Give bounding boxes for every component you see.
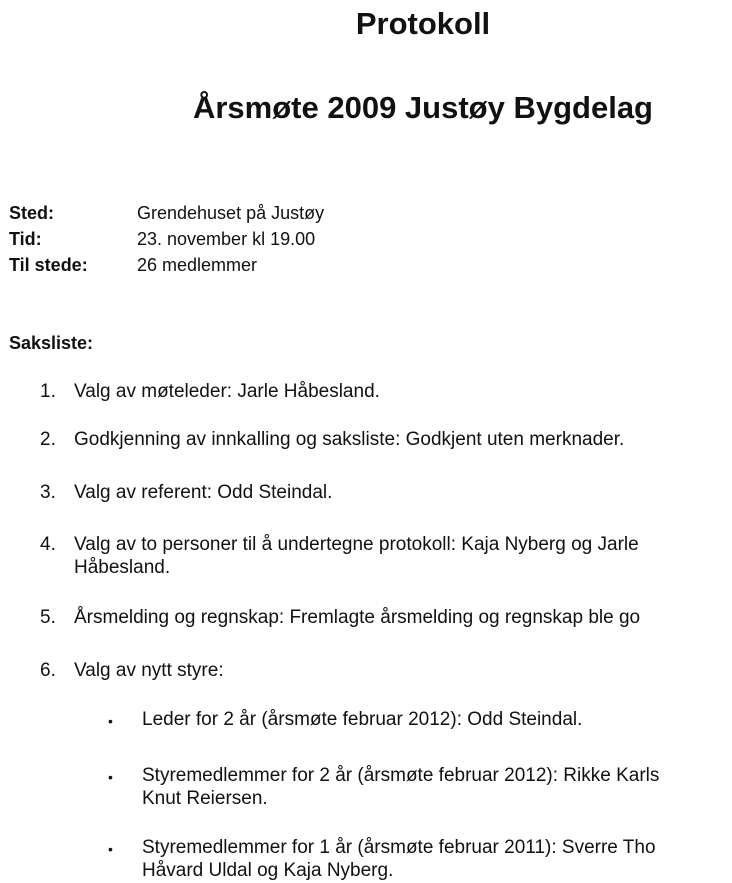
agenda-item-number: 3.: [40, 482, 56, 503]
bullet-icon: •: [108, 841, 113, 857]
agenda-item-number: 2.: [40, 429, 56, 450]
meta-time-label: Tid:: [9, 229, 42, 249]
bullet-icon: •: [108, 713, 113, 729]
bullet-icon: •: [108, 769, 113, 785]
meta-present: [9, 255, 257, 276]
agenda-item-text: Valg av referent: Odd Steindal.: [74, 482, 333, 503]
agenda-heading: Saksliste:: [9, 333, 94, 353]
agenda-item-text: Godkjenning av innkalling og saksliste: Godkjent uten merknader.: [74, 429, 625, 450]
agenda-item: [40, 380, 732, 403]
agenda-item-text: Valg av to personer til å undertegne protokoll: Kaja Nyberg og Jarle Håbesland.: [74, 534, 639, 578]
meta-place-label: Sted:: [9, 203, 54, 223]
document-title: Protokoll: [355, 6, 491, 41]
meta-present-value: 26 medlemmer: [137, 255, 258, 275]
bullet-text: Styremedlemmer for 2 år (årsmøte februar 2012): Rikke Karls Knut Reiersen.: [142, 765, 660, 809]
agenda-item-number: 1.: [40, 381, 56, 402]
agenda-item-text: Årsmelding og regnskap: Fremlagte årsmelding og regnskap ble go: [74, 607, 641, 628]
meta-place-value: Grendehuset på Justøy: [137, 203, 325, 223]
agenda-item-text: Valg av møteleder: Jarle Håbesland.: [74, 381, 380, 402]
board-member-bullet: [108, 836, 732, 882]
meta-time: [9, 229, 315, 250]
agenda-item: [40, 659, 732, 682]
bullet-text: Styremedlemmer for 1 år (årsmøte februar 2011): Sverre Tho Håvard Uldal og Kaja Nyberg.: [142, 837, 656, 881]
agenda-item-number: 6.: [40, 660, 56, 681]
agenda-item: [40, 606, 732, 629]
meta-time-value: 23. november kl 19.00: [137, 229, 316, 249]
agenda-item: [40, 428, 732, 451]
agenda-item-text: Valg av nytt styre:: [74, 660, 224, 681]
meta-present-label: Til stede:: [9, 255, 88, 275]
document-subtitle: Årsmøte 2009 Justøy Bygdelag: [192, 90, 653, 125]
board-member-bullet: [108, 708, 732, 733]
meta-place: [9, 203, 324, 224]
agenda-item: [40, 533, 732, 579]
agenda-item-number: 5.: [40, 607, 56, 628]
agenda-item-number: 4.: [40, 534, 56, 555]
board-member-bullet: [108, 764, 732, 810]
agenda-item: [40, 481, 732, 504]
bullet-text: Leder for 2 år (årsmøte februar 2012): Odd Steindal.: [142, 709, 583, 730]
